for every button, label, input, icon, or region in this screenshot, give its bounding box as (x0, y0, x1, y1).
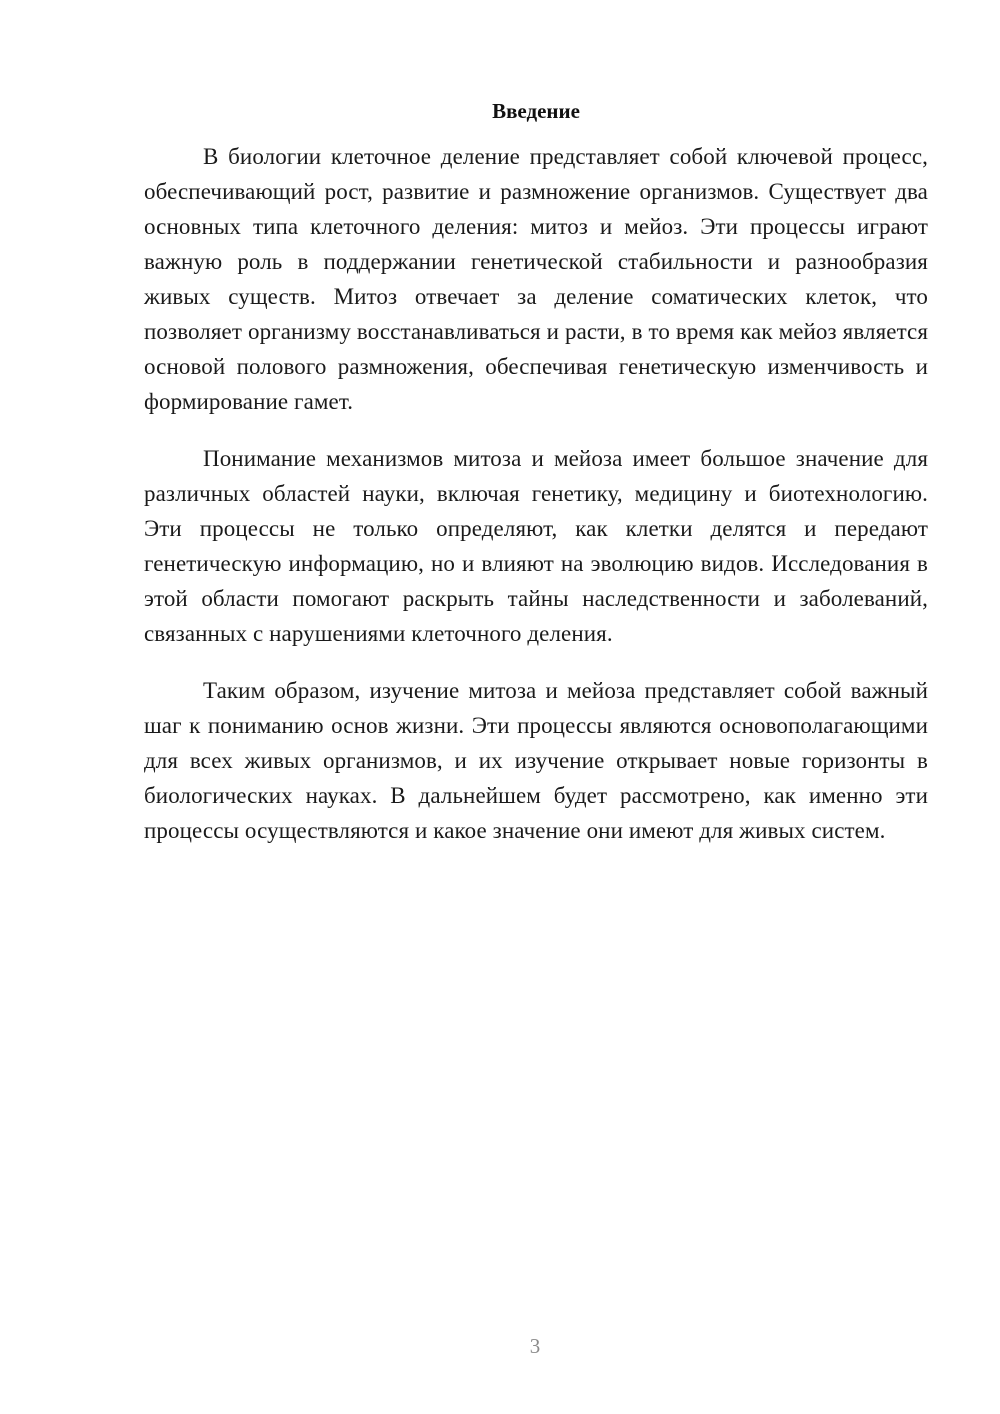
page-number: 3 (529, 1334, 541, 1358)
intro-paragraph-1: В биологии клеточное деление представляет собой ключевой процесс, обеспечивающий рост, развитие и размножение организмов. Существует два основных типа клеточного деления: митоз и мейоз. Эти процессы играют важную роль в поддержании генетической стабильности и разнообразия живых существ. Митоз отвечает за деление соматических клеток, что позволяет организму восстанавливаться и расти, в то время как мейоз является основой полового размножения, обеспечивая генетическую изменчивость и формирование гамет. (144, 144, 928, 414)
intro-paragraph-3: Таким образом, изучение митоза и мейоза представляет собой важный шаг к пониманию основ жизни. Эти процессы являются основополагающими для всех живых организмов, и их изучение открывает новые горизонты в биологических науках. В дальнейшем будет рассмотрено, как именно эти процессы осуществляются и какое значение они имеют для живых систем. (144, 678, 928, 843)
intro-paragraph-2: Понимание механизмов митоза и мейоза имеет большое значение для различных областей науки, включая генетику, медицину и биотехнологию. Эти процессы не только определяют, как клетки делятся и передают генетическую информацию, но и влияют на эволюцию видов. Исследования в этой области помогают раскрыть тайны наследственности и заболеваний, связанных с нарушениями клеточного деления. (144, 446, 928, 646)
page-content (144, 96, 928, 870)
section-heading: Введение (492, 99, 580, 123)
